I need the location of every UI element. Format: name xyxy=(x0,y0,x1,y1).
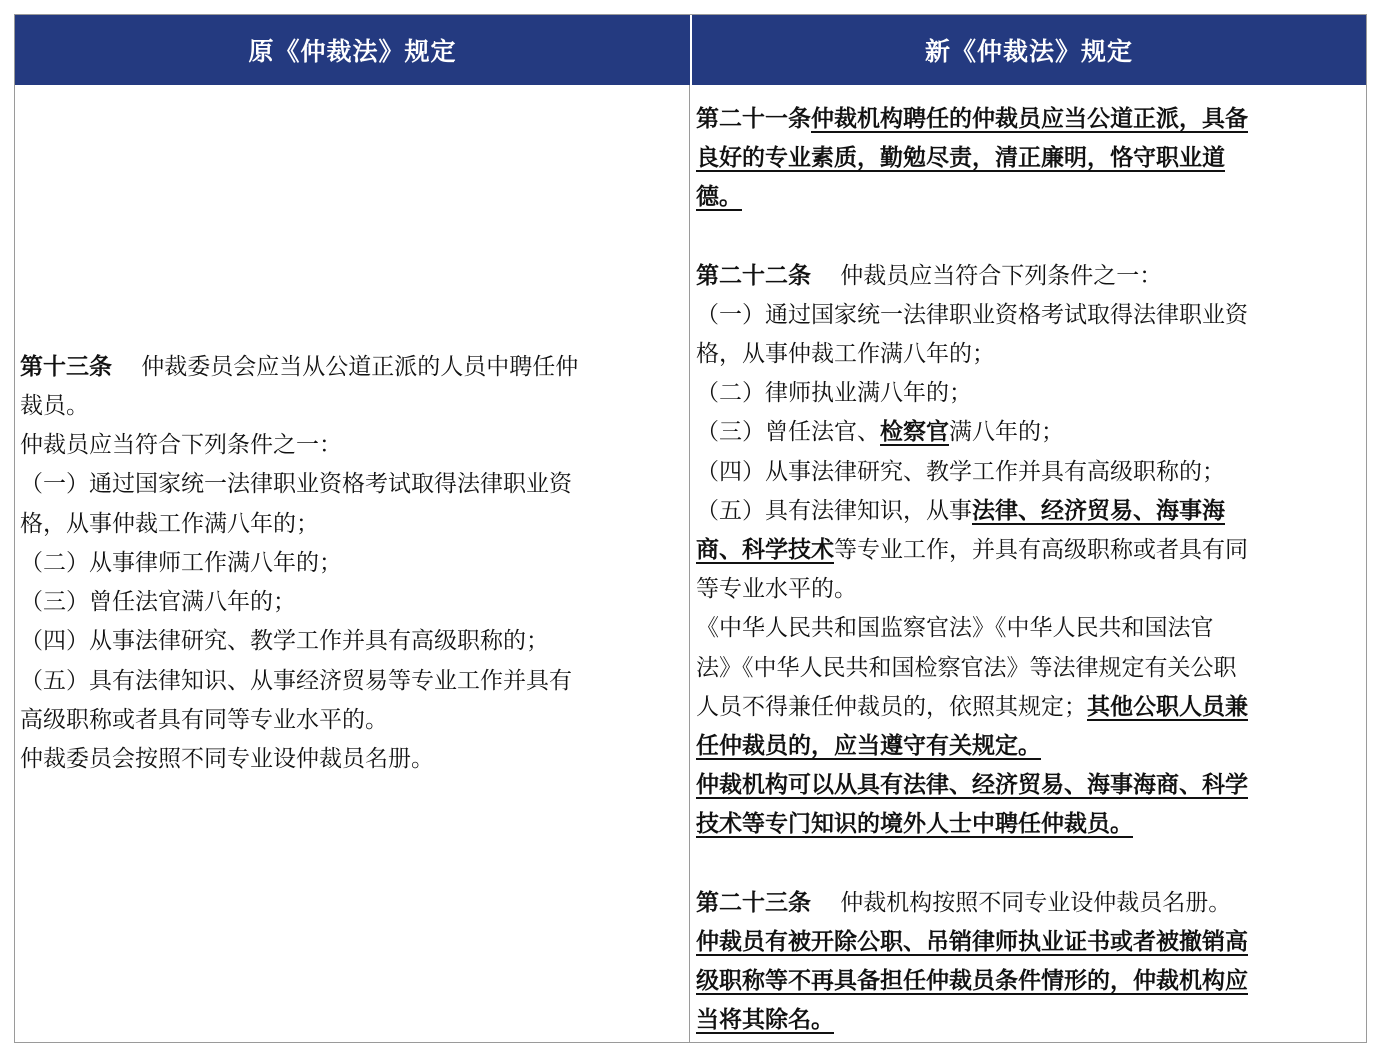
comparison-table xyxy=(14,14,1367,1043)
text-line xyxy=(696,139,1358,178)
text-segment: 满八年的； xyxy=(949,419,1064,446)
text-segment: （五）具有法律知识，从事 xyxy=(696,497,972,524)
article-23-line xyxy=(696,884,1358,923)
text-line: （五）具有法律知识、从事经济贸易等专业工作并具有 xyxy=(20,667,572,694)
article-22-text: 仲裁员应当符合下列条件之一： xyxy=(840,262,1163,289)
text-segment: 等专业工作，并具有高级职称或者具有同 xyxy=(834,537,1248,564)
paragraph-gap xyxy=(696,845,1358,884)
table-header xyxy=(15,15,1366,85)
header-original-law: 原《仲裁法》规定 xyxy=(15,15,692,85)
new-law-cell xyxy=(690,85,1366,1042)
text-line xyxy=(696,962,1358,1001)
underlined-text: 技术等专门知识的境外人士中聘任仲裁员。 xyxy=(696,811,1133,838)
underlined-text: 德。 xyxy=(696,184,742,211)
article-13-text: 仲裁委员会应当从公道正派的人员中聘任仲 xyxy=(141,353,579,380)
header-new-law: 新《仲裁法》规定 xyxy=(924,37,1133,66)
article-23-text: 仲裁机构按照不同专业设仲裁员名册。 xyxy=(840,889,1232,916)
text-line: 高级职称或者具有同等专业水平的。 xyxy=(20,706,388,733)
paragraph-gap xyxy=(696,218,1358,257)
underlined-text: 仲裁员有被开除公职、吊销律师执业证书或者被撤销高 xyxy=(696,928,1248,955)
text-line: （一）通过国家统一法律职业资格考试取得法律职业资 xyxy=(20,471,572,498)
text-line: （二）从事律师工作满八年的； xyxy=(20,549,342,576)
text-line xyxy=(696,178,1358,217)
underlined-text: 当将其除名。 xyxy=(696,1007,834,1034)
text-line: 仲裁员应当符合下列条件之一： xyxy=(20,432,342,459)
text-line: （四）从事法律研究、教学工作并具有高级职称的； xyxy=(696,458,1225,485)
text-line xyxy=(696,688,1358,727)
text-line xyxy=(696,766,1358,805)
original-law-cell xyxy=(15,85,690,1042)
underlined-text: 检察官 xyxy=(880,419,949,446)
article-23-label: 第二十三条 xyxy=(696,889,811,916)
new-law-text xyxy=(696,100,1358,1040)
text-line xyxy=(696,727,1358,766)
text-segment: 人员不得兼任仲裁员的，依照其规定； xyxy=(696,693,1087,720)
underlined-text: 仲裁机构可以从具有法律、经济贸易、海事海商、科学 xyxy=(696,772,1248,799)
text-line xyxy=(696,1001,1358,1040)
text-line xyxy=(696,805,1358,844)
text-line: 法》《中华人民共和国检察官法》等法律规定有关公职 xyxy=(696,654,1237,681)
text-line: 裁员。 xyxy=(20,393,89,420)
text-line: 《中华人民共和国监察官法》《中华人民共和国法官 xyxy=(696,615,1214,642)
article-22-line xyxy=(696,257,1358,296)
article-21-line xyxy=(696,100,1358,139)
underlined-text: 级职称等不再具备担任仲裁员条件情形的，仲裁机构应 xyxy=(696,968,1248,995)
text-line: （二）律师执业满八年的； xyxy=(696,380,972,407)
underlined-text: 其他公职人员兼 xyxy=(1087,693,1248,720)
text-line: （三）曾任法官满八年的； xyxy=(20,589,296,616)
text-line: （四）从事法律研究、教学工作并具有高级职称的； xyxy=(20,628,549,655)
article-21-text: 仲裁机构聘任的仲裁员应当公道正派，具备 xyxy=(811,106,1248,132)
text-line xyxy=(696,531,1358,570)
article-22-label: 第二十二条 xyxy=(696,262,811,289)
text-line xyxy=(696,923,1358,962)
original-law-text xyxy=(20,348,578,779)
underlined-text: 任仲裁员的，应当遵守有关规定。 xyxy=(696,733,1041,760)
text-line xyxy=(696,413,1358,452)
article-13-label: 第十三条 xyxy=(20,353,112,380)
text-line xyxy=(696,492,1358,531)
underlined-text: 法律、经济贸易、海事海 xyxy=(972,497,1225,524)
text-line: 等专业水平的。 xyxy=(696,576,857,603)
article-21-label: 第二十一条 xyxy=(696,106,811,132)
text-line: （一）通过国家统一法律职业资格考试取得法律职业资 xyxy=(696,301,1248,328)
article-13-line xyxy=(20,348,578,387)
text-line: 格，从事仲裁工作满八年的； xyxy=(696,341,995,368)
text-segment: （三）曾任法官、 xyxy=(696,419,880,446)
table-body-row xyxy=(15,85,1366,1042)
text-line: 仲裁委员会按照不同专业设仲裁员名册。 xyxy=(20,745,434,772)
underlined-text: 商、科学技术 xyxy=(696,537,834,564)
text-line: 格，从事仲裁工作满八年的； xyxy=(20,510,319,537)
underlined-text: 良好的专业素质，勤勉尽责，清正廉明，恪守职业道 xyxy=(696,145,1225,172)
